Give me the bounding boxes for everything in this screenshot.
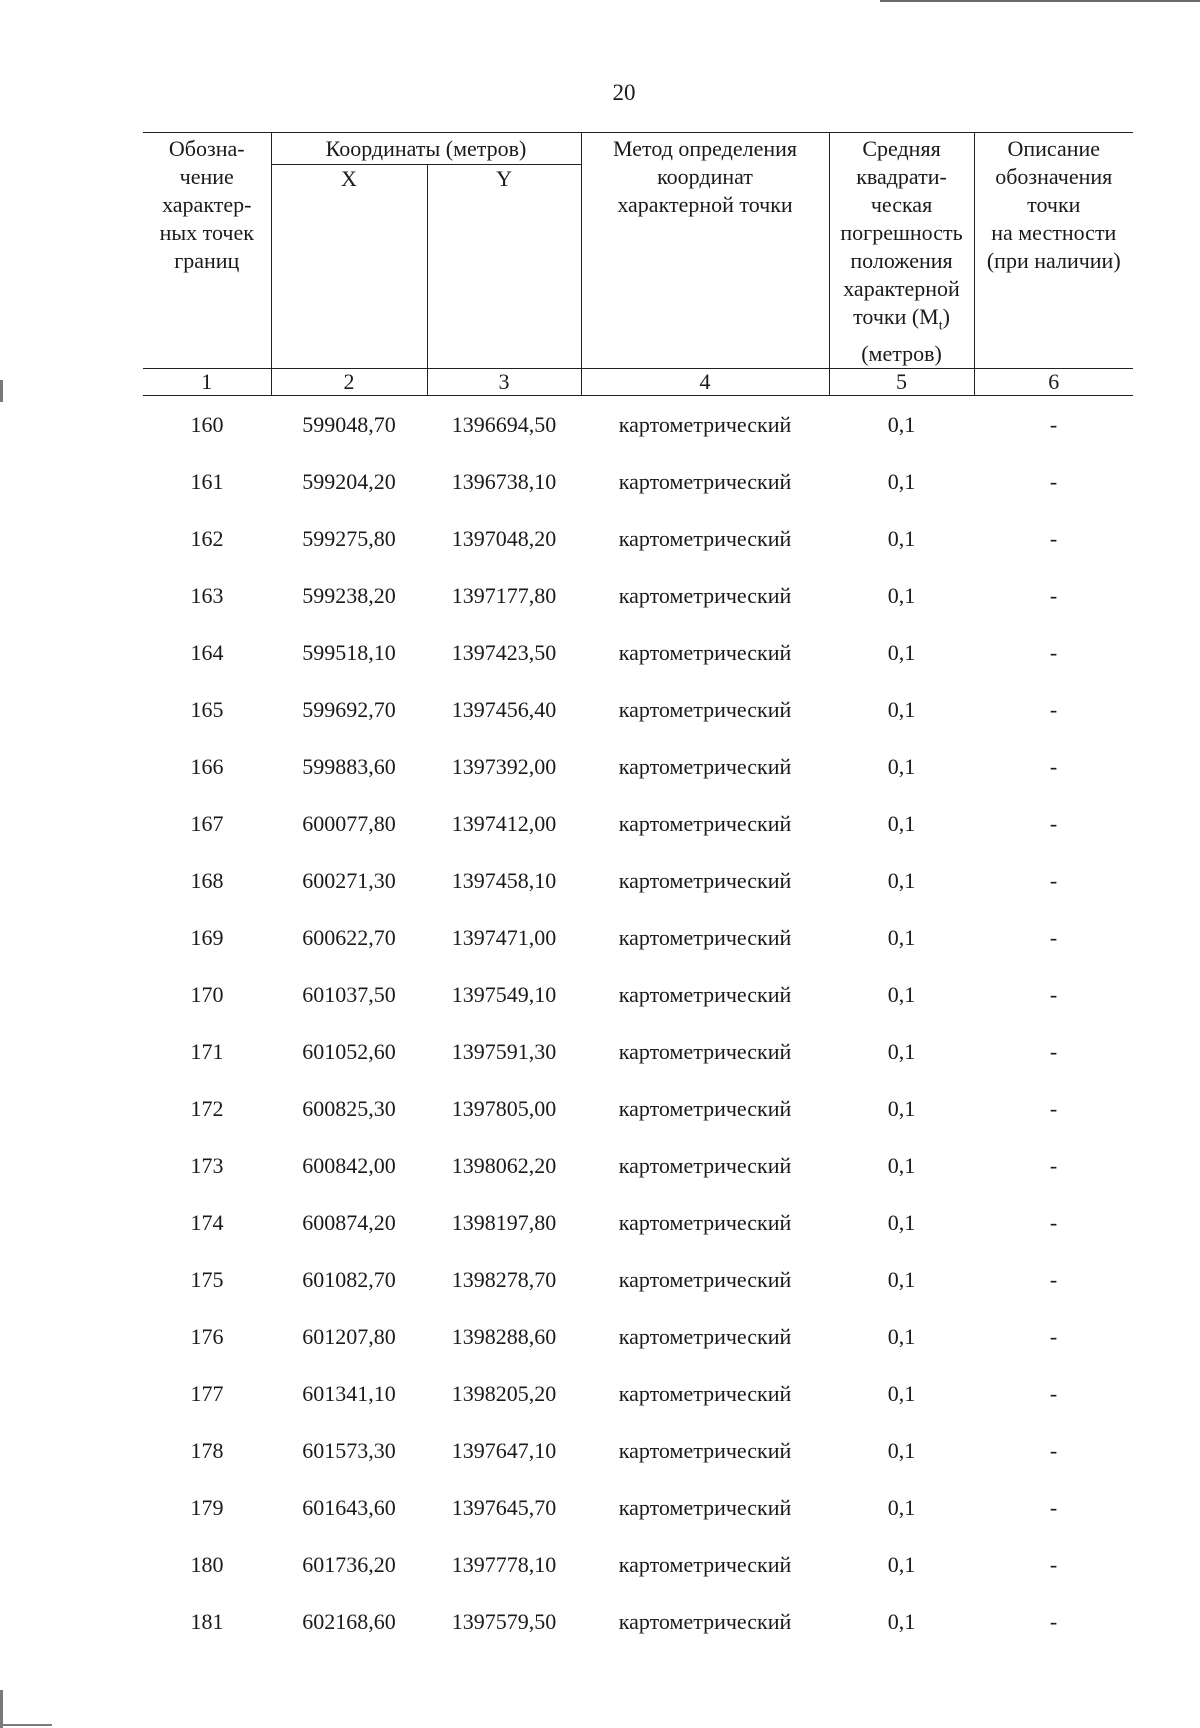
rmse-cell: 0,1 bbox=[887, 1095, 916, 1121]
method-cell: картометрический bbox=[618, 1209, 792, 1235]
rmse-cell: 0,1 bbox=[887, 468, 916, 494]
method-cell: картометрический bbox=[618, 1437, 792, 1463]
table-row bbox=[143, 852, 1133, 909]
point-id-cell: 170 bbox=[190, 981, 224, 1007]
table-header bbox=[143, 133, 1133, 396]
rmse-cell: 0,1 bbox=[887, 1380, 916, 1406]
x-coordinate-cell: 599204,20 bbox=[302, 468, 396, 494]
y-coordinate-cell: 1397579,50 bbox=[451, 1608, 557, 1634]
header-line: ных точек bbox=[159, 220, 254, 245]
y-coordinate-cell: 1398062,20 bbox=[451, 1152, 557, 1178]
table-row bbox=[143, 1023, 1133, 1080]
description-cell: - bbox=[1049, 696, 1058, 722]
table-row bbox=[143, 510, 1133, 567]
scan-edge-top-rule bbox=[880, 0, 1200, 2]
x-coordinate-cell: 600271,30 bbox=[302, 867, 396, 893]
rmse-cell: 0,1 bbox=[887, 411, 916, 437]
header-rmse bbox=[829, 133, 974, 369]
x-coordinate-cell: 601052,60 bbox=[302, 1038, 396, 1064]
x-coordinate-cell: 600077,80 bbox=[302, 810, 396, 836]
header-line: точки (M bbox=[853, 304, 939, 329]
y-coordinate-cell: 1397412,00 bbox=[451, 810, 557, 836]
column-numbers-row bbox=[143, 369, 1133, 396]
header-line: характерной bbox=[843, 276, 960, 301]
method-cell: картометрический bbox=[618, 1551, 792, 1577]
method-cell: картометрический bbox=[618, 981, 792, 1007]
x-coordinate-cell: 599048,70 bbox=[302, 411, 396, 437]
rmse-cell: 0,1 bbox=[887, 639, 916, 665]
rmse-cell: 0,1 bbox=[887, 1323, 916, 1349]
header-y: Y bbox=[427, 164, 581, 369]
point-id-cell: 164 bbox=[190, 639, 224, 665]
description-cell: - bbox=[1049, 1323, 1058, 1349]
header-line: характер- bbox=[162, 192, 252, 217]
point-id-cell: 160 bbox=[190, 411, 224, 437]
header-coordinates: Координаты (метров) bbox=[271, 133, 581, 165]
header-line: характерной точки bbox=[617, 192, 793, 217]
method-cell: картометрический bbox=[618, 1152, 792, 1178]
table-row bbox=[143, 795, 1133, 852]
description-cell: - bbox=[1049, 411, 1058, 437]
description-cell: - bbox=[1049, 1209, 1058, 1235]
y-coordinate-cell: 1397048,20 bbox=[451, 525, 557, 551]
method-cell: картометрический bbox=[618, 924, 792, 950]
x-coordinate-cell: 600842,00 bbox=[302, 1152, 396, 1178]
header-line: Метод определения bbox=[612, 136, 798, 161]
rmse-cell: 0,1 bbox=[887, 981, 916, 1007]
x-coordinate-cell: 599238,20 bbox=[302, 582, 396, 608]
table-row bbox=[143, 738, 1133, 795]
table-row bbox=[143, 396, 1133, 454]
point-id-cell: 180 bbox=[190, 1551, 224, 1577]
table-row bbox=[143, 1593, 1133, 1650]
rmse-cell: 0,1 bbox=[887, 810, 916, 836]
table-row bbox=[143, 681, 1133, 738]
header-line: обозначения bbox=[995, 164, 1113, 189]
x-coordinate-cell: 599518,10 bbox=[302, 639, 396, 665]
description-cell: - bbox=[1049, 753, 1058, 779]
x-coordinate-cell: 601037,50 bbox=[302, 981, 396, 1007]
table-body bbox=[143, 396, 1133, 1651]
rmse-cell: 0,1 bbox=[887, 1038, 916, 1064]
rmse-cell: 0,1 bbox=[887, 582, 916, 608]
y-coordinate-cell: 1398278,70 bbox=[451, 1266, 557, 1292]
y-coordinate-cell: 1396738,10 bbox=[451, 468, 557, 494]
x-coordinate-cell: 599692,70 bbox=[302, 696, 396, 722]
point-id-cell: 172 bbox=[190, 1095, 224, 1121]
header-line: чение bbox=[179, 164, 234, 189]
description-cell: - bbox=[1049, 1608, 1058, 1634]
y-coordinate-cell: 1397392,00 bbox=[451, 753, 557, 779]
header-line: ческая bbox=[870, 192, 933, 217]
point-id-cell: 178 bbox=[190, 1437, 224, 1463]
header-designation bbox=[143, 133, 271, 369]
point-id-cell: 167 bbox=[190, 810, 224, 836]
description-cell: - bbox=[1049, 867, 1058, 893]
header-line: Описание bbox=[1007, 136, 1101, 161]
method-cell: картометрический bbox=[618, 1494, 792, 1520]
x-coordinate-cell: 601207,80 bbox=[302, 1323, 396, 1349]
point-id-cell: 177 bbox=[190, 1380, 224, 1406]
method-cell: картометрический bbox=[618, 867, 792, 893]
method-cell: картометрический bbox=[618, 468, 792, 494]
description-cell: - bbox=[1049, 1038, 1058, 1064]
header-line: (метров) bbox=[861, 341, 942, 367]
table-row bbox=[143, 1194, 1133, 1251]
description-cell: - bbox=[1049, 582, 1058, 608]
rmse-cell: 0,1 bbox=[887, 1551, 916, 1577]
description-cell: - bbox=[1049, 1551, 1058, 1577]
page-number: 20 bbox=[612, 80, 636, 105]
description-cell: - bbox=[1049, 924, 1058, 950]
header-line: границ bbox=[174, 248, 240, 273]
method-cell: картометрический bbox=[618, 525, 792, 551]
x-coordinate-cell: 601643,60 bbox=[302, 1494, 396, 1520]
rmse-cell: 0,1 bbox=[887, 1608, 916, 1634]
header-x: X bbox=[271, 164, 427, 369]
y-coordinate-cell: 1397471,00 bbox=[451, 924, 557, 950]
y-coordinate-cell: 1397778,10 bbox=[451, 1551, 557, 1577]
header-line: точки bbox=[1027, 192, 1081, 217]
point-id-cell: 181 bbox=[190, 1608, 224, 1634]
header-line: Средняя bbox=[862, 136, 941, 161]
header-line: ) bbox=[942, 304, 950, 329]
scan-edge-mark bbox=[0, 380, 3, 402]
method-cell: картометрический bbox=[618, 1380, 792, 1406]
point-id-cell: 161 bbox=[190, 468, 224, 494]
x-coordinate-cell: 601341,10 bbox=[302, 1380, 396, 1406]
point-id-cell: 176 bbox=[190, 1323, 224, 1349]
method-cell: картометрический bbox=[618, 582, 792, 608]
rmse-cell: 0,1 bbox=[887, 525, 916, 551]
rmse-cell: 0,1 bbox=[887, 753, 916, 779]
method-cell: картометрический bbox=[618, 696, 792, 722]
y-coordinate-cell: 1397591,30 bbox=[451, 1038, 557, 1064]
header-line: положения bbox=[850, 248, 953, 273]
method-cell: картометрический bbox=[618, 1095, 792, 1121]
description-cell: - bbox=[1049, 1494, 1058, 1520]
description-cell: - bbox=[1049, 639, 1058, 665]
table-row bbox=[143, 1308, 1133, 1365]
description-cell: - bbox=[1049, 1095, 1058, 1121]
description-cell: - bbox=[1049, 1437, 1058, 1463]
table-row bbox=[143, 1422, 1133, 1479]
header-method bbox=[581, 133, 829, 369]
table-row bbox=[143, 1479, 1133, 1536]
point-id-cell: 168 bbox=[190, 867, 224, 893]
rmse-cell: 0,1 bbox=[887, 1266, 916, 1292]
point-id-cell: 162 bbox=[190, 525, 224, 551]
rmse-cell: 0,1 bbox=[887, 924, 916, 950]
point-id-cell: 166 bbox=[190, 753, 224, 779]
point-id-cell: 175 bbox=[190, 1266, 224, 1292]
x-coordinate-cell: 599883,60 bbox=[302, 753, 396, 779]
scan-edge-mark bbox=[0, 1690, 3, 1728]
x-coordinate-cell: 601736,20 bbox=[302, 1551, 396, 1577]
table-row bbox=[143, 909, 1133, 966]
rmse-cell: 0,1 bbox=[887, 867, 916, 893]
rmse-cell: 0,1 bbox=[887, 1494, 916, 1520]
description-cell: - bbox=[1049, 1266, 1058, 1292]
description-cell: - bbox=[1049, 525, 1058, 551]
table-row bbox=[143, 567, 1133, 624]
y-coordinate-cell: 1397805,00 bbox=[451, 1095, 557, 1121]
description-cell: - bbox=[1049, 1152, 1058, 1178]
x-coordinate-cell: 600874,20 bbox=[302, 1209, 396, 1235]
y-coordinate-cell: 1397177,80 bbox=[451, 582, 557, 608]
y-coordinate-cell: 1398205,20 bbox=[451, 1380, 557, 1406]
column-number: 1 bbox=[143, 369, 271, 396]
point-id-cell: 163 bbox=[190, 582, 224, 608]
y-coordinate-cell: 1397458,10 bbox=[451, 867, 557, 893]
scan-edge-bottom-rule bbox=[0, 1724, 52, 1726]
point-id-cell: 165 bbox=[190, 696, 224, 722]
column-number: 4 bbox=[581, 369, 829, 396]
method-cell: картометрический bbox=[618, 1266, 792, 1292]
table-row bbox=[143, 1365, 1133, 1422]
table-row bbox=[143, 1251, 1133, 1308]
y-coordinate-cell: 1397645,70 bbox=[451, 1494, 557, 1520]
x-coordinate-cell: 599275,80 bbox=[302, 525, 396, 551]
table-row bbox=[143, 1137, 1133, 1194]
table-row bbox=[143, 966, 1133, 1023]
method-cell: картометрический bbox=[618, 1038, 792, 1064]
point-id-cell: 171 bbox=[190, 1038, 224, 1064]
column-number: 3 bbox=[427, 369, 581, 396]
rmse-cell: 0,1 bbox=[887, 1209, 916, 1235]
header-line: квадрати- bbox=[856, 164, 947, 189]
table-row bbox=[143, 624, 1133, 681]
point-id-cell: 169 bbox=[190, 924, 224, 950]
y-coordinate-cell: 1396694,50 bbox=[451, 411, 557, 437]
point-id-cell: 174 bbox=[190, 1209, 224, 1235]
header-line: на местности bbox=[991, 220, 1117, 245]
method-cell: картометрический bbox=[618, 753, 792, 779]
rmse-cell: 0,1 bbox=[887, 1152, 916, 1178]
table-row bbox=[143, 1536, 1133, 1593]
subscript-text: t bbox=[938, 318, 943, 334]
description-cell: - bbox=[1049, 1380, 1058, 1406]
table-row bbox=[143, 453, 1133, 510]
y-coordinate-cell: 1397647,10 bbox=[451, 1437, 557, 1463]
point-id-cell: 173 bbox=[190, 1152, 224, 1178]
method-cell: картометрический bbox=[618, 810, 792, 836]
method-cell: картометрический bbox=[618, 411, 792, 437]
x-coordinate-cell: 601573,30 bbox=[302, 1437, 396, 1463]
y-coordinate-cell: 1397423,50 bbox=[451, 639, 557, 665]
method-cell: картометрический bbox=[618, 1608, 792, 1634]
description-cell: - bbox=[1049, 981, 1058, 1007]
header-description bbox=[974, 133, 1133, 369]
boundary-points-table bbox=[143, 132, 1133, 1650]
column-number: 2 bbox=[271, 369, 427, 396]
rmse-cell: 0,1 bbox=[887, 696, 916, 722]
description-cell: - bbox=[1049, 810, 1058, 836]
x-coordinate-cell: 600825,30 bbox=[302, 1095, 396, 1121]
y-coordinate-cell: 1397456,40 bbox=[451, 696, 557, 722]
header-line: координат bbox=[657, 164, 753, 189]
header-line: Обозна- bbox=[168, 136, 245, 161]
column-number: 5 bbox=[829, 369, 974, 396]
header-line: погрешность bbox=[840, 220, 963, 245]
x-coordinate-cell: 601082,70 bbox=[302, 1266, 396, 1292]
method-cell: картометрический bbox=[618, 1323, 792, 1349]
table-row bbox=[143, 1080, 1133, 1137]
x-coordinate-cell: 600622,70 bbox=[302, 924, 396, 950]
x-coordinate-cell: 602168,60 bbox=[302, 1608, 396, 1634]
y-coordinate-cell: 1398288,60 bbox=[451, 1323, 557, 1349]
point-id-cell: 179 bbox=[190, 1494, 224, 1520]
rmse-cell: 0,1 bbox=[887, 1437, 916, 1463]
method-cell: картометрический bbox=[618, 639, 792, 665]
y-coordinate-cell: 1398197,80 bbox=[451, 1209, 557, 1235]
column-number: 6 bbox=[974, 369, 1133, 396]
y-coordinate-cell: 1397549,10 bbox=[451, 981, 557, 1007]
description-cell: - bbox=[1049, 468, 1058, 494]
header-line: (при наличии) bbox=[986, 248, 1121, 273]
